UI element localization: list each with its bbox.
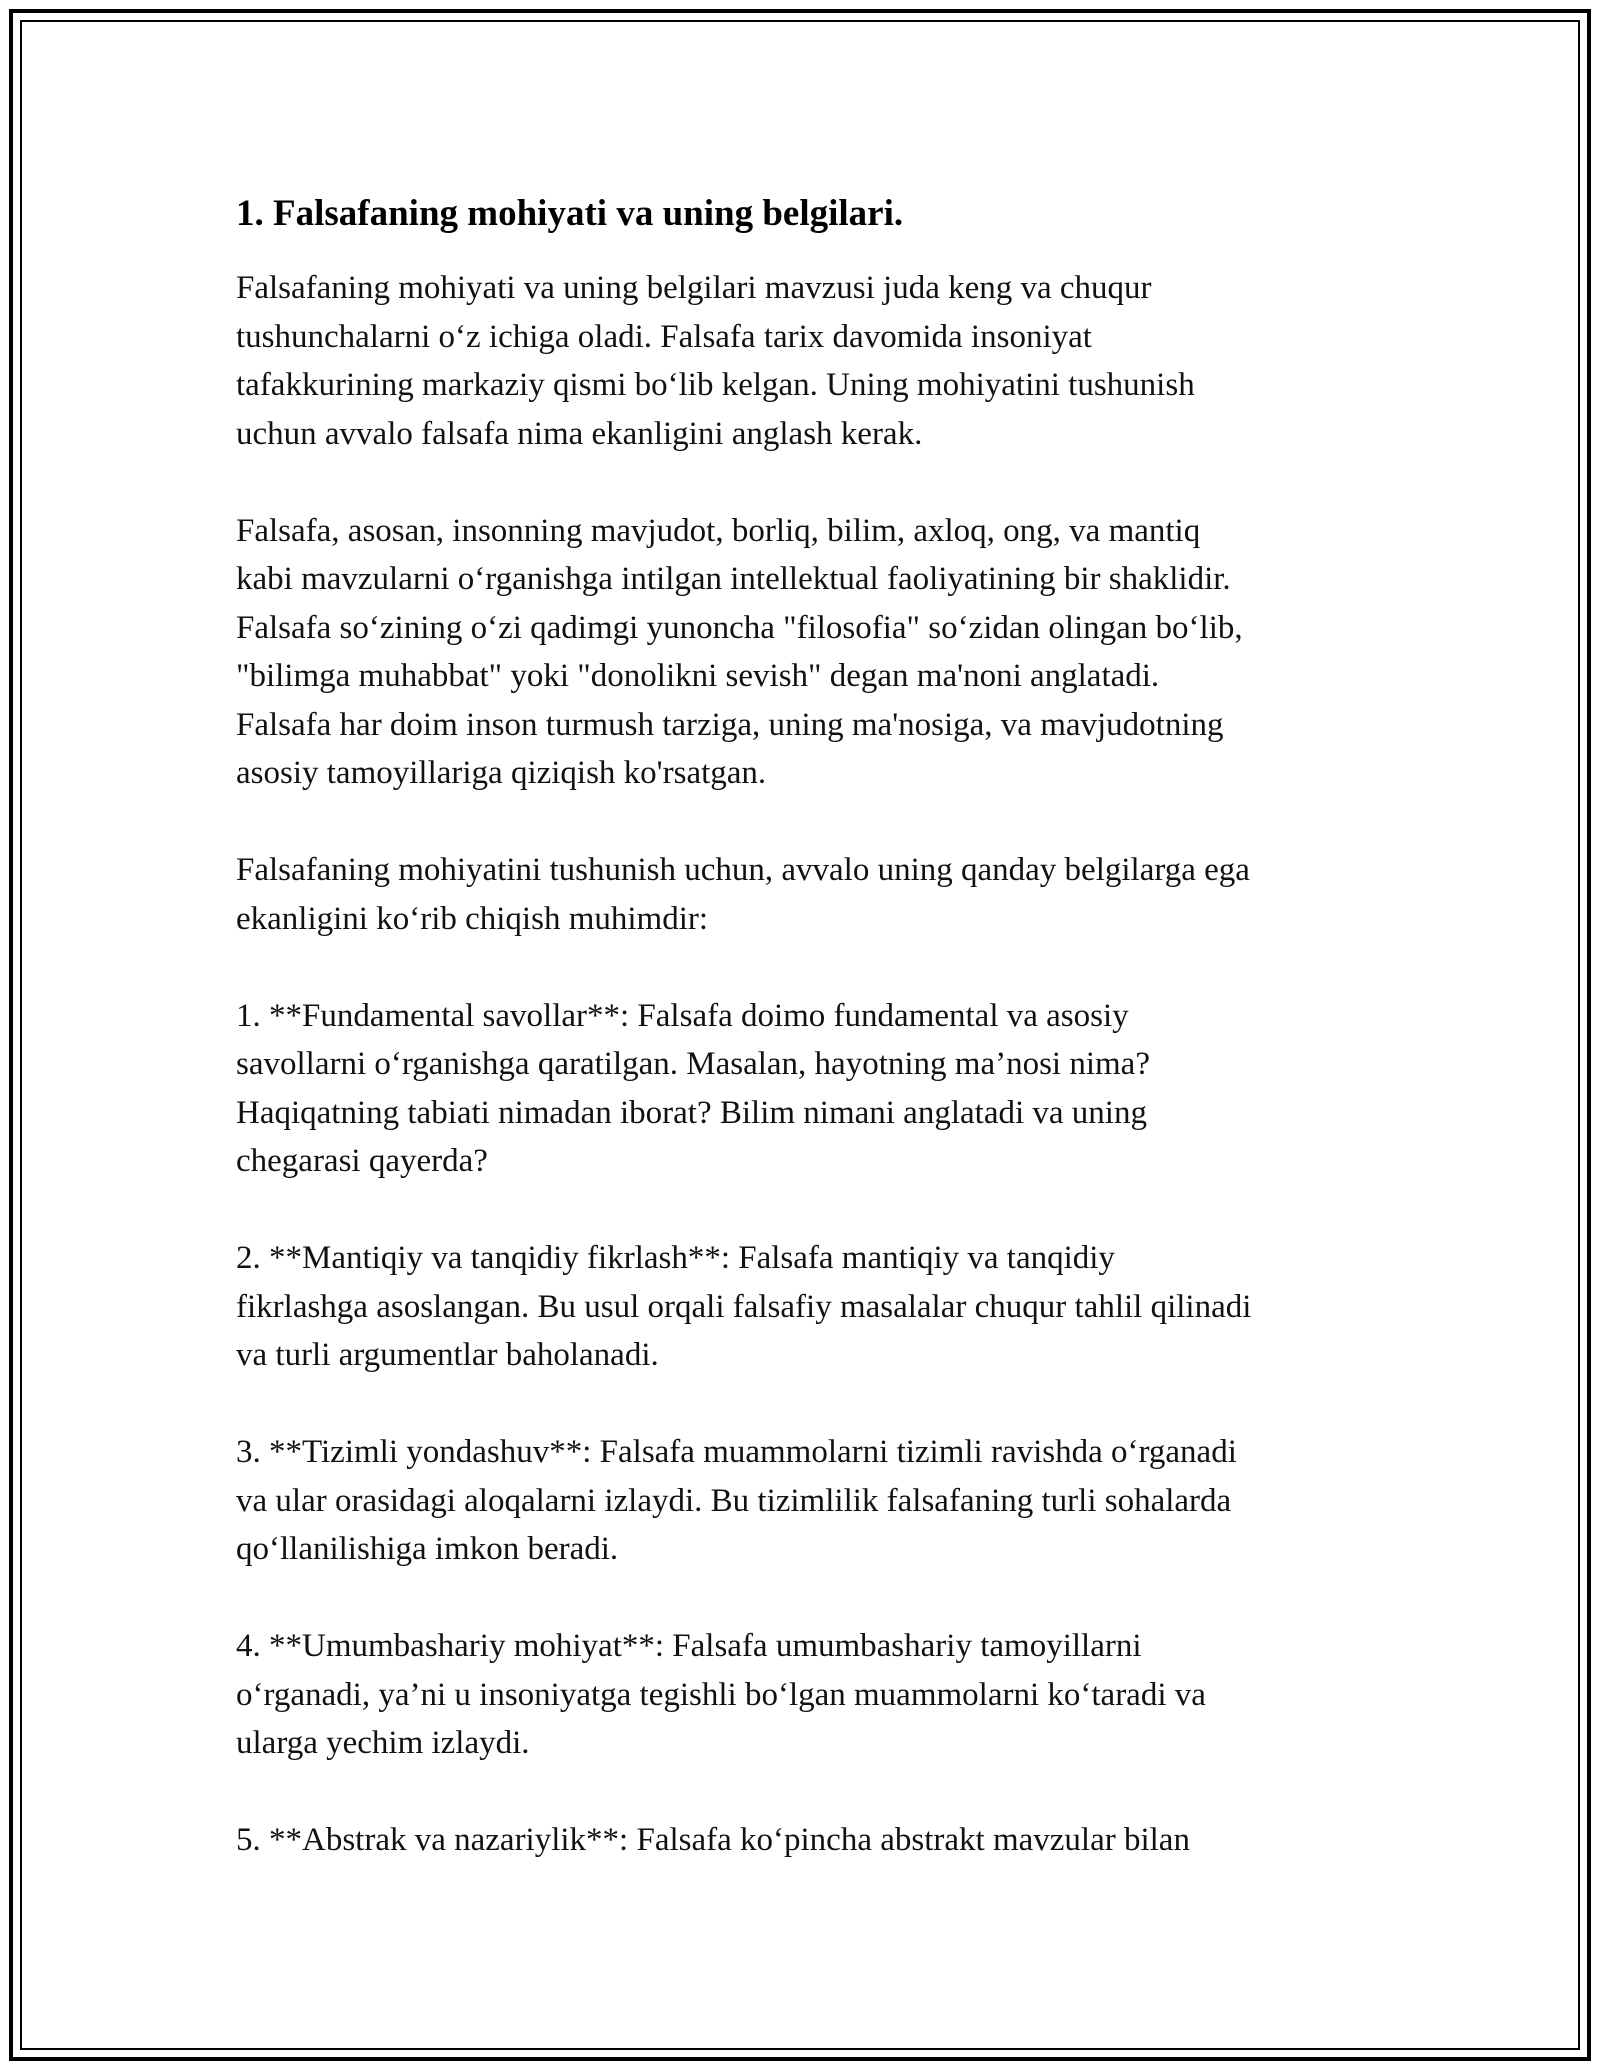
text-line: kabi mavzularni o‘rganishga intilgan intellektual faoliyatining bir shaklidir.	[236, 561, 1231, 597]
text-line: Falsafaning mohiyatini tushunish uchun, avvalo uning qanday belgilarga ega	[236, 852, 1250, 888]
text-line: tafakkurining markaziy qismi bo‘lib kelgan. Uning mohiyatini tushunish	[236, 367, 1195, 403]
text-line: Falsafaning mohiyati va uning belgilari mavzusi juda keng va chuqur	[236, 270, 1152, 306]
text-line: Falsafa so‘zining o‘zi qadimgi yunoncha "filosofia" so‘zidan olingan bo‘lib,	[236, 609, 1243, 646]
text-line: qo‘llanilishiga imkon beradi.	[236, 1531, 619, 1567]
paragraph-list	[236, 264, 1386, 1865]
text-line: Haqiqatning tabiati nimadan iborat? Bilim nimani anglatadi va uning	[236, 1094, 1147, 1131]
text-line: o‘rganadi, ya’ni u insoniyatga tegishli bo‘lgan muammolarni ko‘taradi va	[236, 1676, 1206, 1713]
text-line: "bilimga muhabbat" yoki "donolikni sevish" degan ma'noni anglatadi.	[236, 658, 1160, 694]
text-line: 3. **Tizimli yondashuv**: Falsafa muammolarni tizimli ravishda o‘rganadi	[236, 1434, 1237, 1470]
text-line: fikrlashga asoslangan. Bu usul orqali falsafiy masalalar chuqur tahlil qilinadi	[236, 1288, 1252, 1325]
text-line: va ular orasidagi aloqalarni izlaydi. Bu tizimlilik falsafaning turli sohalarda	[236, 1482, 1232, 1519]
paragraph	[236, 264, 1386, 458]
text-line: va turli argumentlar baholanadi.	[236, 1337, 659, 1373]
text-line: 1. **Fundamental savollar**: Falsafa doimo fundamental va asosiy	[236, 997, 1129, 1034]
paragraph	[236, 1622, 1386, 1768]
paragraph	[236, 846, 1386, 943]
text-line: tushunchalarni o‘z ichiga oladi. Falsafa tarix davomida insoniyat	[236, 318, 1092, 355]
text-line: asosiy tamoyillariga qiziqish ko'rsatgan.	[236, 755, 767, 791]
text-line: ekanligini ko‘rib chiqish muhimdir:	[236, 900, 709, 937]
text-line: savollarni o‘rganishga qaratilgan. Masalan, hayotning ma’nosi nima?	[236, 1046, 1150, 1082]
document-body	[236, 186, 1386, 1913]
text-line: 5. **Abstrak va nazariylik**: Falsafa ko‘pincha abstrakt mavzular bilan	[236, 1822, 1190, 1858]
section-heading: 1. Falsafaning mohiyati va uning belgilari.	[236, 193, 904, 234]
text-line: Falsafa har doim inson turmush tarziga, uning ma'nosiga, va mavjudotning	[236, 706, 1224, 743]
paragraph	[236, 507, 1386, 798]
text-line: 2. **Mantiqiy va tanqidiy fikrlash**: Falsafa mantiqiy va tanqidiy	[236, 1240, 1115, 1276]
text-line: 4. **Umumbashariy mohiyat**: Falsafa umumbashariy tamoyillarni	[236, 1628, 1142, 1664]
text-line: ularga yechim izlaydi.	[236, 1725, 530, 1761]
text-line: uchun avvalo falsafa nima ekanligini anglash kerak.	[236, 415, 923, 452]
paragraph	[236, 1816, 1386, 1865]
text-line: chegarasi qayerda?	[236, 1143, 488, 1179]
text-line: Falsafa, asosan, insonning mavjudot, borliq, bilim, axloq, ong, va mantiq	[236, 512, 1201, 549]
paragraph	[236, 992, 1386, 1186]
paragraph	[236, 1428, 1386, 1574]
paragraph	[236, 1234, 1386, 1380]
